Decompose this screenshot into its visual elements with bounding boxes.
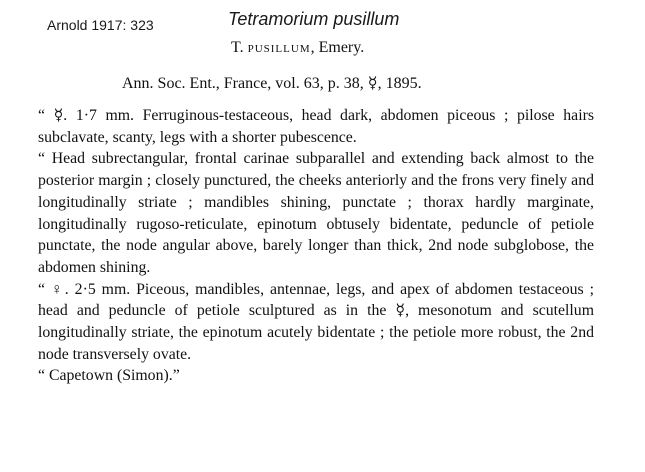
citation-label: Arnold 1917: 323 <box>47 17 154 33</box>
heading-species-name: pusillum <box>247 40 311 56</box>
worker-description: “ ☿. 1·7 mm. Ferruginous-testaceous, head dark, abdomen piceous ; pilose hairs subclavate, scanty, legs with a shorter pubescence. <box>38 107 594 146</box>
queen-description: “ ♀. 2·5 mm. Piceous, mandibles, antennae, legs, and apex of abdomen testaceous ; head and peduncle of petiole sculptured as in the ☿, mesonotum and scutellum longitudinally striate, the epinotum acutely bidentate ; the petiole more robust, the 2nd node transversely ovate. <box>38 280 594 363</box>
species-title: Tetramorium pusillum <box>228 9 400 29</box>
species-description <box>38 105 594 387</box>
heading-genus-abbrev: T. <box>231 39 244 56</box>
heading-author: , Emery. <box>310 39 365 56</box>
literature-reference: Ann. Soc. Ent., France, vol. 63, p. 38, ☿, 1895. <box>122 75 422 92</box>
species-heading <box>231 39 364 57</box>
head-description: “ Head subrectangular, frontal carinae subparallel and extending back almost to the posterior margin ; closely punctured, the cheeks anteriorly and the frons very finely and longitudinally striate ; mandibles shining, punctate ; thorax hardly marginate, longitudinally rugoso-reticulate, epinotum obtusely bidentate, peduncle of petiole punctate, the node angular above, barely longer than thick, 2nd node subglobose, the abdomen shining. <box>38 150 594 276</box>
locality: “ Capetown (Simon).” <box>38 367 180 385</box>
